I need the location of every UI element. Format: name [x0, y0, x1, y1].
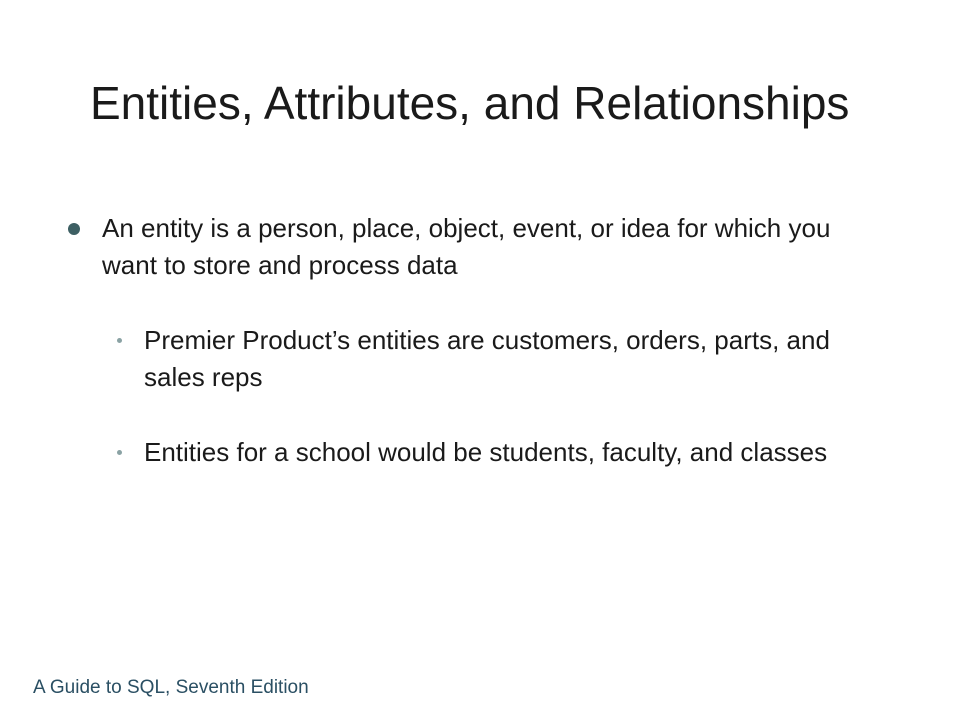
bullet-dot-icon	[68, 223, 80, 235]
sub-bullet-dot-icon	[117, 450, 122, 455]
slide-body	[66, 210, 886, 509]
sub-bullet-item	[66, 434, 886, 471]
bullet-item	[66, 210, 886, 284]
bullet-text: An entity is a person, place, object, event, or idea for which you want to store and process data	[102, 213, 831, 280]
sub-bullet-text: Premier Product’s entities are customers, orders, parts, and sales reps	[144, 325, 830, 392]
slide-title: Entities, Attributes, and Relationships	[90, 77, 850, 129]
sub-bullet-dot-icon	[117, 338, 122, 343]
sub-bullet-text: Entities for a school would be students, faculty, and classes	[144, 437, 828, 467]
sub-bullet-list	[66, 322, 886, 471]
slide-footer: A Guide to SQL, Seventh Edition	[33, 677, 309, 698]
sub-bullet-item	[66, 322, 886, 396]
